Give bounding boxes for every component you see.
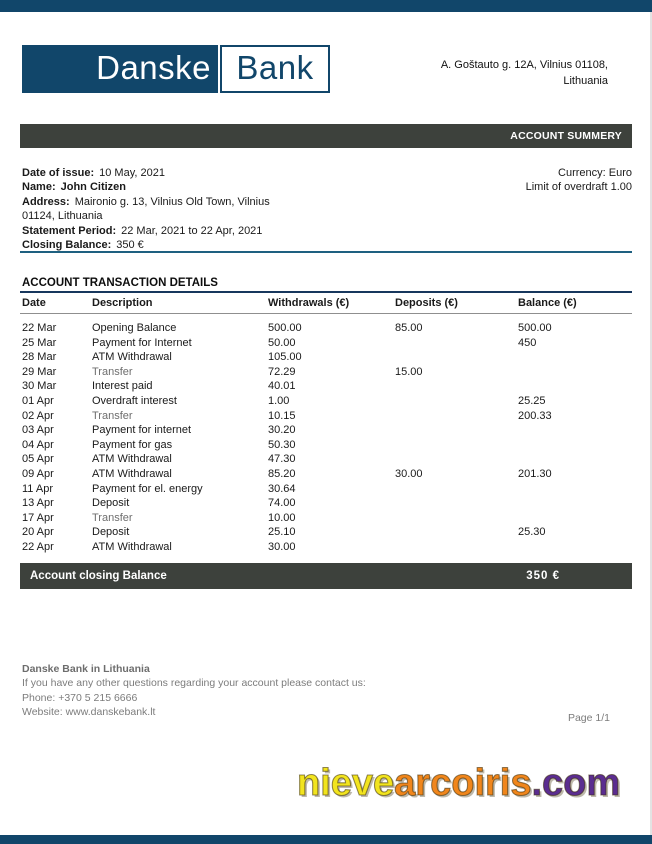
cell-description: Interest paid [92,380,153,393]
cell-withdrawal: 10.15 [268,409,296,422]
info-row-name [22,180,632,194]
cell-deposit [395,336,518,351]
table-row [20,525,632,540]
cell-balance: 200.33 [518,409,552,422]
bank-address [441,57,608,89]
cell-deposit [395,525,518,540]
cell-date: 29 Mar [22,365,57,378]
cell-description: Transfer [92,365,133,378]
column-header-date: Date [22,297,46,309]
currency-info: Currency: Euro [558,167,632,179]
table-row [20,511,632,526]
info-divider-rule [20,251,632,253]
cell-description: Payment for internet [92,424,192,437]
cell-withdrawal: 40.01 [268,380,296,393]
transactions-body [20,321,632,555]
cell-description: ATM Withdrawal [92,540,172,553]
table-row [20,365,632,380]
cell-description: Deposit [92,497,130,510]
cell-withdrawal: 72.29 [268,365,296,378]
closing-bar-value: 350 € [526,570,560,582]
address-value-line1: Maironio g. 13, Vilnius Old Town, Vilnius [74,195,270,208]
cell-date: 22 Apr [22,540,54,553]
table-row [20,350,632,365]
cell-withdrawal: 30.20 [268,424,296,437]
logo-bank-box [220,45,330,93]
account-summary-bar [20,124,632,148]
cell-date: 25 Mar [22,336,57,349]
cell-date: 04 Apr [22,438,54,451]
cell-description: Deposit [92,526,130,539]
column-header-balance: Balance (€) [518,297,577,309]
cell-withdrawal: 500.00 [268,322,302,334]
cell-withdrawal: 47.30 [268,453,296,466]
watermark-text [297,762,620,805]
cell-description: Payment for Internet [92,336,192,349]
account-closing-balance-bar [20,563,632,589]
cell-date: 28 Mar [22,351,57,364]
transactions-header-row [20,293,632,314]
transactions-title: ACCOUNT TRANSACTION DETAILS [22,277,218,289]
account-info-block [22,166,632,252]
logo-danske-box [22,45,218,93]
cell-description: Overdraft interest [92,394,177,407]
date-of-issue [22,166,165,180]
column-header-description: Description [92,297,153,309]
cell-withdrawal: 74.00 [268,497,296,510]
cell-balance [518,438,632,453]
cell-balance: 201.30 [518,467,552,480]
cell-balance: 500.00 [518,322,552,334]
table-row [20,379,632,394]
closing-balance-label: Closing Balance: [22,239,112,252]
date-of-issue-label: Date of issue: [22,167,95,179]
address-label: Address: [22,195,70,208]
cell-withdrawal: 50.00 [268,336,296,349]
cell-description: Opening Balance [92,322,177,334]
cell-deposit [395,350,518,365]
cell-balance [518,540,632,555]
top-brand-bar [0,0,652,12]
cell-balance: 25.25 [518,394,546,407]
statement-period-value: 22 Mar, 2021 to 22 Apr, 2021 [121,224,263,237]
cell-description: ATM Withdrawal [92,467,172,480]
cell-description: ATM Withdrawal [92,453,172,466]
address-value-line2: 01124, Lithuania [22,210,103,223]
info-row-date-of-issue [22,166,632,180]
cell-deposit: 85.00 [395,322,423,334]
table-row [20,336,632,351]
table-row [20,394,632,409]
cell-description: ATM Withdrawal [92,351,172,364]
table-row [20,467,632,482]
cell-date: 05 Apr [22,453,54,466]
logo-bank-text: Bank [236,48,314,86]
cell-balance [518,423,632,438]
cell-balance [518,379,632,394]
cell-withdrawal: 85.20 [268,467,296,480]
cell-deposit [395,540,518,555]
bank-address-line1: A. Goštauto g. 12A, Vilnius 01108, [440,59,608,71]
table-row [20,540,632,555]
page-number: Page 1/1 [567,712,610,724]
cell-balance [518,452,632,467]
name-value: John Citizen [60,181,127,194]
cell-date: 01 Apr [22,394,54,407]
cell-withdrawal: 105.00 [268,351,302,364]
cell-date: 13 Apr [22,497,54,510]
footer-contact-block [22,662,366,720]
transactions-section [20,277,632,555]
cell-date: 17 Apr [22,511,54,524]
info-row-period [22,224,632,238]
cell-deposit [395,482,518,497]
watermark-part3: .com [531,762,621,804]
cell-withdrawal: 25.10 [268,526,296,539]
table-row [20,321,632,336]
cell-date: 09 Apr [22,467,54,480]
cell-date: 30 Mar [22,380,57,393]
cell-balance: 450 [518,336,537,349]
cell-balance [518,365,632,380]
cell-date: 02 Apr [22,409,54,422]
closing-bar-label: Account closing Balance [30,570,167,582]
watermark-part1: nieve [297,762,395,804]
column-header-deposits: Deposits (€) [395,297,458,309]
cell-withdrawal: 10.00 [268,511,296,524]
footer-phone: Phone: +370 5 215 6666 [22,691,138,704]
footer-title: Danske Bank in Lithuania [22,663,150,675]
table-row [20,452,632,467]
cell-deposit [395,452,518,467]
cell-balance [518,482,632,497]
overdraft-info: Limit of overdraft 1.00 [525,181,632,194]
closing-balance-value: 350 € [116,239,144,252]
cell-description: Payment for el. energy [92,482,203,495]
info-row-address2 [22,209,632,223]
footer-contact-line: If you have any other questions regarding your account please contact us: [22,677,366,690]
cell-deposit [395,423,518,438]
logo-danske-text: Danske [96,48,211,86]
cell-balance [518,496,632,511]
info-row-address [22,195,632,209]
bottom-brand-bar [0,835,652,844]
cell-deposit [395,409,518,424]
cell-withdrawal: 30.64 [268,482,296,495]
table-row [20,482,632,497]
bank-address-line2: Lithuania [563,75,608,87]
account-summary-label: ACCOUNT SUMMERY [510,130,622,142]
cell-deposit: 30.00 [395,467,423,480]
cell-date: 20 Apr [22,526,54,539]
cell-deposit [395,379,518,394]
cell-date: 22 Mar [22,322,57,334]
cell-description: Payment for gas [92,438,173,451]
danske-bank-logo [22,45,330,93]
cell-withdrawal: 1.00 [268,394,290,407]
cell-deposit: 15.00 [395,365,423,378]
table-row [20,423,632,438]
table-row [20,438,632,453]
table-row [20,496,632,511]
column-header-withdrawals: Withdrawals (€) [268,297,350,309]
date-of-issue-value: 10 May, 2021 [99,167,165,179]
cell-balance: 25.30 [518,526,546,539]
cell-deposit [395,511,518,526]
statement-period-label: Statement Period: [22,224,117,237]
name-label: Name: [22,181,56,194]
customer-name [22,180,126,194]
watermark-part2: arcoiris [394,762,532,804]
cell-withdrawal: 50.30 [268,438,296,451]
cell-deposit [395,496,518,511]
table-row [20,409,632,424]
cell-description: Transfer [92,511,133,524]
cell-date: 11 Apr [22,482,53,495]
cell-date: 03 Apr [22,424,54,437]
cell-deposit [395,438,518,453]
cell-withdrawal: 30.00 [268,540,296,553]
cell-deposit [395,394,518,409]
cell-balance [518,350,632,365]
cell-description: Transfer [92,409,133,422]
footer-website: Website: www.danskebank.lt [22,706,156,719]
cell-balance [518,511,632,526]
